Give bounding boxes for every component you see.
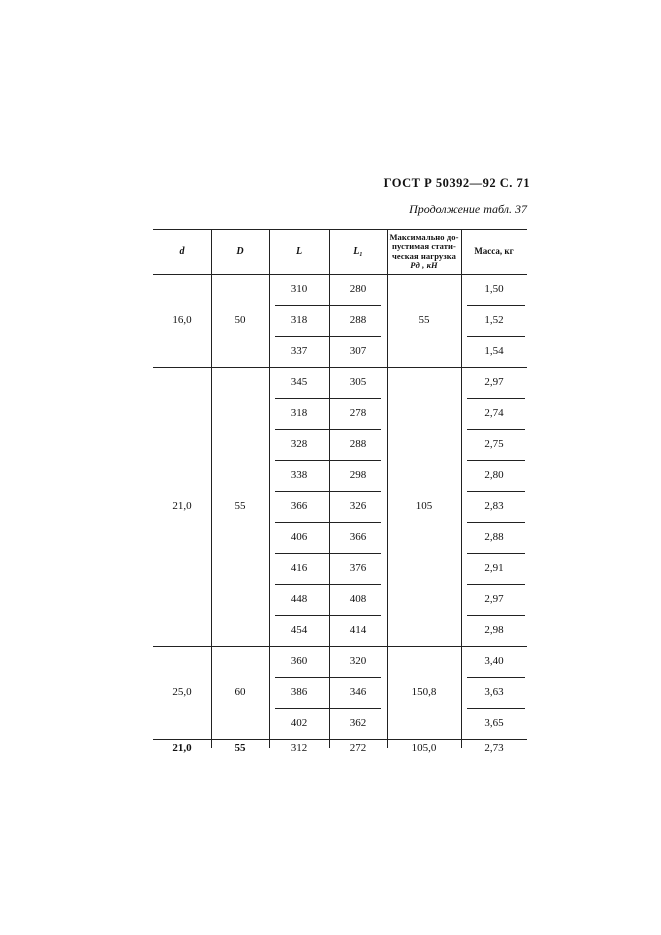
row-L-cell: 454: [290, 624, 308, 636]
row-mass-cell: 2,88: [484, 531, 504, 543]
header-load-line1: Максимально до-: [389, 231, 459, 242]
row-mass-cell: 2,75: [484, 438, 504, 450]
row-mass-cell: 1,54: [484, 345, 504, 357]
header-mass: Масса, кг: [474, 246, 514, 256]
row-L1-cell: 288: [349, 314, 367, 326]
row-L-cell: 360: [290, 655, 308, 667]
row-L1-cell: 280: [349, 283, 367, 295]
row-mass-cell: 1,52: [484, 314, 504, 326]
row-mass-cell: 2,74: [484, 407, 504, 419]
table-continuation-caption: Продолжение табл. 37: [409, 202, 527, 216]
header-load-line4: Pд , кН: [410, 260, 438, 270]
row-L-cell: 338: [290, 469, 308, 481]
header-load-line3: ческая нагрузка: [392, 250, 456, 261]
header-load: [387, 229, 461, 274]
row-L1-cell: 362: [349, 717, 367, 729]
group-d-cell: 21,0: [172, 741, 192, 754]
row-mass-cell: 1,50: [484, 283, 504, 295]
group-D-cell: 60: [234, 686, 246, 698]
row-L-cell: 386: [290, 686, 308, 698]
group-d-cell: 21,0: [172, 500, 192, 512]
row-mass-cell: 2,83: [484, 500, 504, 512]
row-mass-cell: 2,97: [484, 593, 504, 605]
row-mass-cell: 3,65: [484, 717, 504, 729]
header-L: L: [295, 246, 303, 257]
row-L1-cell: 278: [349, 407, 367, 419]
row-L-cell: 312: [290, 741, 308, 754]
document-code: ГОСТ Р 50392—92 С. 71: [383, 176, 530, 190]
row-mass-cell: 2,73: [484, 741, 504, 754]
group-load-cell: 55: [418, 314, 430, 326]
row-L1-cell: 366: [349, 531, 367, 543]
row-L1-cell: 288: [349, 438, 367, 450]
row-L1-cell: 346: [349, 686, 367, 698]
row-L-cell: 318: [290, 314, 308, 326]
row-mass-cell: 3,40: [484, 655, 504, 667]
row-L-cell: 345: [290, 376, 308, 388]
row-L1-cell: 305: [349, 376, 367, 388]
group-D-cell: 55: [234, 741, 246, 754]
row-L-cell: 416: [290, 562, 308, 574]
group-D-cell: 50: [234, 314, 246, 326]
row-L-cell: 337: [290, 345, 308, 357]
row-L-cell: 448: [290, 593, 308, 605]
group-D-cell: 55: [234, 500, 246, 512]
group-d-cell: 16,0: [172, 314, 192, 326]
header-load-line2: пустимая стати-: [392, 241, 456, 251]
row-L-cell: 318: [290, 407, 308, 419]
row-L-cell: 310: [290, 283, 308, 295]
header-L1: L₁: [353, 246, 363, 257]
row-L1-cell: 272: [349, 741, 367, 754]
row-L1-cell: 298: [349, 469, 367, 481]
row-mass-cell: 2,80: [484, 469, 504, 481]
row-L1-cell: 326: [349, 500, 367, 512]
group-d-cell: 25,0: [172, 686, 192, 698]
row-mass-cell: 2,97: [484, 376, 504, 388]
row-L1-cell: 408: [349, 593, 367, 605]
group-load-cell: 105: [415, 500, 433, 512]
row-mass-cell: 3,63: [484, 686, 504, 698]
header-d: d: [179, 246, 185, 257]
row-L-cell: 366: [290, 500, 308, 512]
row-L-cell: 328: [290, 438, 308, 450]
row-L1-cell: 376: [349, 562, 367, 574]
group-load-cell: 105,0: [411, 741, 437, 754]
row-L-cell: 402: [290, 717, 308, 729]
row-L-cell: 406: [290, 531, 308, 543]
row-mass-cell: 2,98: [484, 624, 504, 636]
row-L1-cell: 307: [349, 345, 367, 357]
specification-table: [153, 229, 527, 754]
group-load-cell: 150,8: [411, 686, 437, 698]
row-mass-cell: 2,91: [484, 562, 504, 574]
row-L1-cell: 320: [349, 655, 367, 667]
header-D: D: [236, 246, 244, 257]
row-L1-cell: 414: [349, 624, 367, 636]
